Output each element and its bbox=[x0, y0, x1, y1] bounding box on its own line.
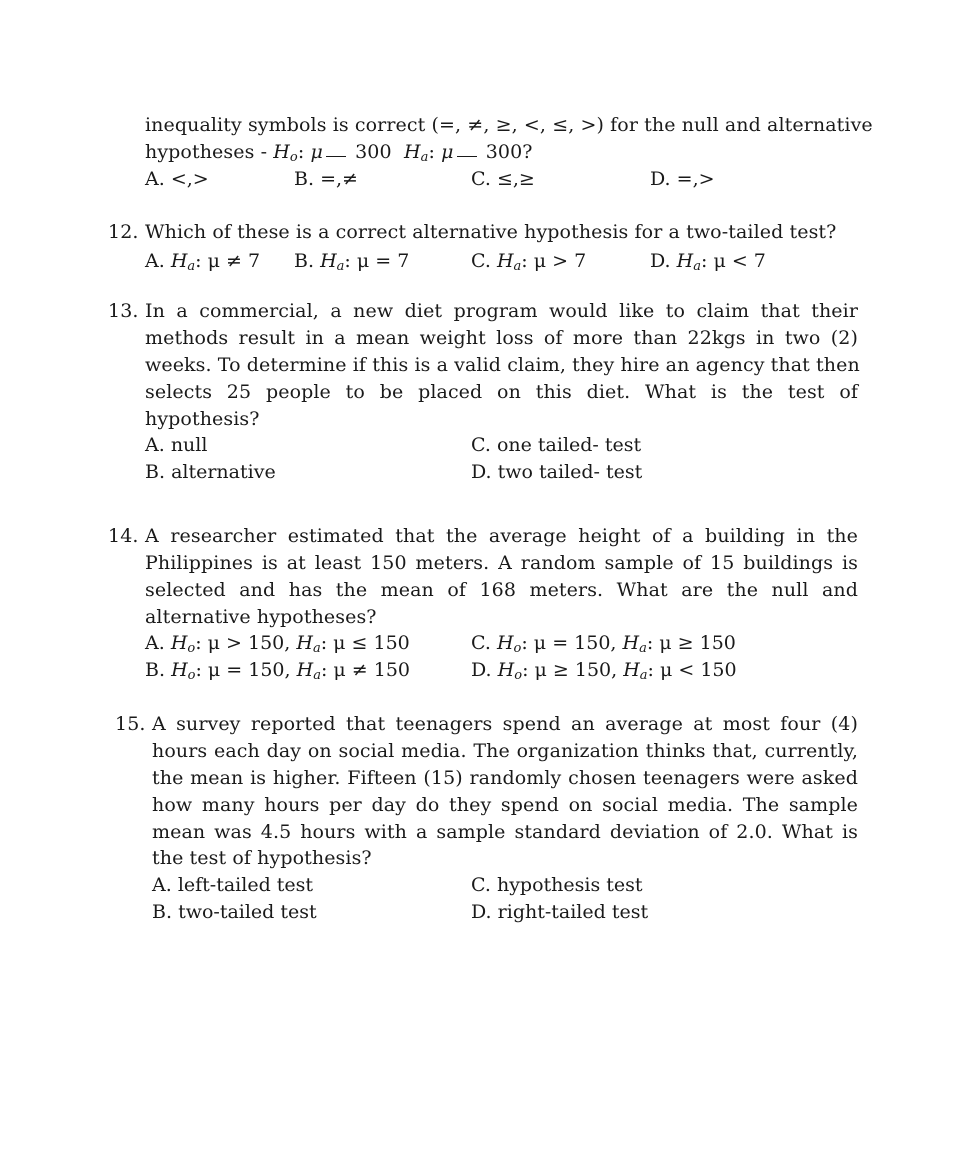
question-text-line: A researcher estimated that the average height of a building in the bbox=[145, 525, 858, 547]
choice-b[interactable]: B. $H_a$: μ = 7 bbox=[294, 250, 410, 274]
choice-c[interactable]: C. one tailed- test bbox=[471, 434, 642, 456]
choice-a[interactable]: A. $H_o$: μ > 150, $H_a$: μ ≤ 150 bbox=[145, 632, 410, 656]
question-number: 12. bbox=[108, 221, 139, 243]
choice-b[interactable]: B. $H_o$: μ = 150, $H_a$: μ ≠ 150 bbox=[145, 659, 411, 683]
question-text-line: alternative hypotheses? bbox=[145, 606, 377, 628]
question-text-line: weeks. To determine if this is a valid claim, they hire an agency that then bbox=[145, 354, 860, 376]
question-text-line: selects 25 people to be placed on this diet. What is the test of bbox=[145, 381, 858, 403]
question-text-line: methods result in a mean weight loss of more than 22kgs in two (2) bbox=[145, 327, 858, 349]
choice-a[interactable]: A. null bbox=[145, 434, 208, 456]
choice-d[interactable]: D. =,> bbox=[650, 168, 715, 190]
question-number: 15. bbox=[115, 713, 146, 735]
question-text-line: hypotheses - $H_o$: μ 300 $H_a$: μ 300? bbox=[145, 141, 533, 165]
choice-d[interactable]: D. $H_o$: μ ≥ 150, $H_a$: μ < 150 bbox=[471, 659, 737, 683]
choice-a[interactable]: A. left-tailed test bbox=[152, 874, 314, 896]
question-text-line: A survey reported that teenagers spend an average at most four (4) bbox=[152, 713, 858, 735]
question-text-line: Which of these is a correct alternative hypothesis for a two-tailed test? bbox=[145, 221, 837, 243]
choice-c[interactable]: C. $H_a$: μ > 7 bbox=[471, 250, 587, 274]
mu-symbol: μ bbox=[441, 141, 454, 163]
question-text-line: In a commercial, a new diet program would like to claim that their bbox=[145, 300, 858, 322]
question-text-line: Philippines is at least 150 meters. A random sample of 15 buildings is bbox=[145, 552, 858, 574]
question-text-line: selected and has the mean of 168 meters. What are the null and bbox=[145, 579, 858, 601]
answer-blank bbox=[457, 156, 477, 157]
choice-d[interactable]: D. two tailed- test bbox=[471, 461, 643, 483]
value: 300? bbox=[485, 141, 533, 163]
question-text-line: the mean is higher. Fifteen (15) randomly chosen teenagers were asked bbox=[152, 767, 858, 789]
question-text-line: hypothesis? bbox=[145, 408, 260, 430]
null-hypothesis-symbol: $H_o$ bbox=[273, 141, 298, 165]
choice-c[interactable]: C. ≤,≥ bbox=[471, 168, 535, 190]
question-text-line: hours each day on social media. The organization thinks that, currently, bbox=[152, 740, 858, 762]
hypotheses-prefix: hypotheses - bbox=[145, 141, 274, 163]
question-text-line: how many hours per day do they spend on social media. The sample bbox=[152, 794, 858, 816]
answer-blank bbox=[326, 156, 346, 157]
question-text-line: the test of hypothesis? bbox=[152, 847, 372, 869]
question-text-line: mean was 4.5 hours with a sample standard deviation of 2.0. What is bbox=[152, 821, 858, 843]
choice-c[interactable]: C. $H_o$: μ = 150, $H_a$: μ ≥ 150 bbox=[471, 632, 736, 656]
alt-hypothesis-symbol: $H_a$ bbox=[403, 141, 429, 165]
choice-c[interactable]: C. hypothesis test bbox=[471, 874, 643, 896]
choice-b[interactable]: B. alternative bbox=[145, 461, 276, 483]
choice-b[interactable]: B. two-tailed test bbox=[152, 901, 317, 923]
choice-a[interactable]: A. <,> bbox=[145, 168, 209, 190]
question-text-line: inequality symbols is correct (=, ≠, ≥, <, ≤, >) for the null and alternative bbox=[145, 114, 873, 136]
choice-d[interactable]: D. right-tailed test bbox=[471, 901, 649, 923]
choice-b[interactable]: B. =,≠ bbox=[294, 168, 358, 190]
question-number: 13. bbox=[108, 300, 139, 322]
choice-d[interactable]: D. $H_a$: μ < 7 bbox=[650, 250, 766, 274]
value: 300 bbox=[355, 141, 392, 163]
question-number: 14. bbox=[108, 525, 139, 547]
mu-symbol: μ bbox=[310, 141, 323, 163]
choice-a[interactable]: A. $H_a$: μ ≠ 7 bbox=[145, 250, 261, 274]
